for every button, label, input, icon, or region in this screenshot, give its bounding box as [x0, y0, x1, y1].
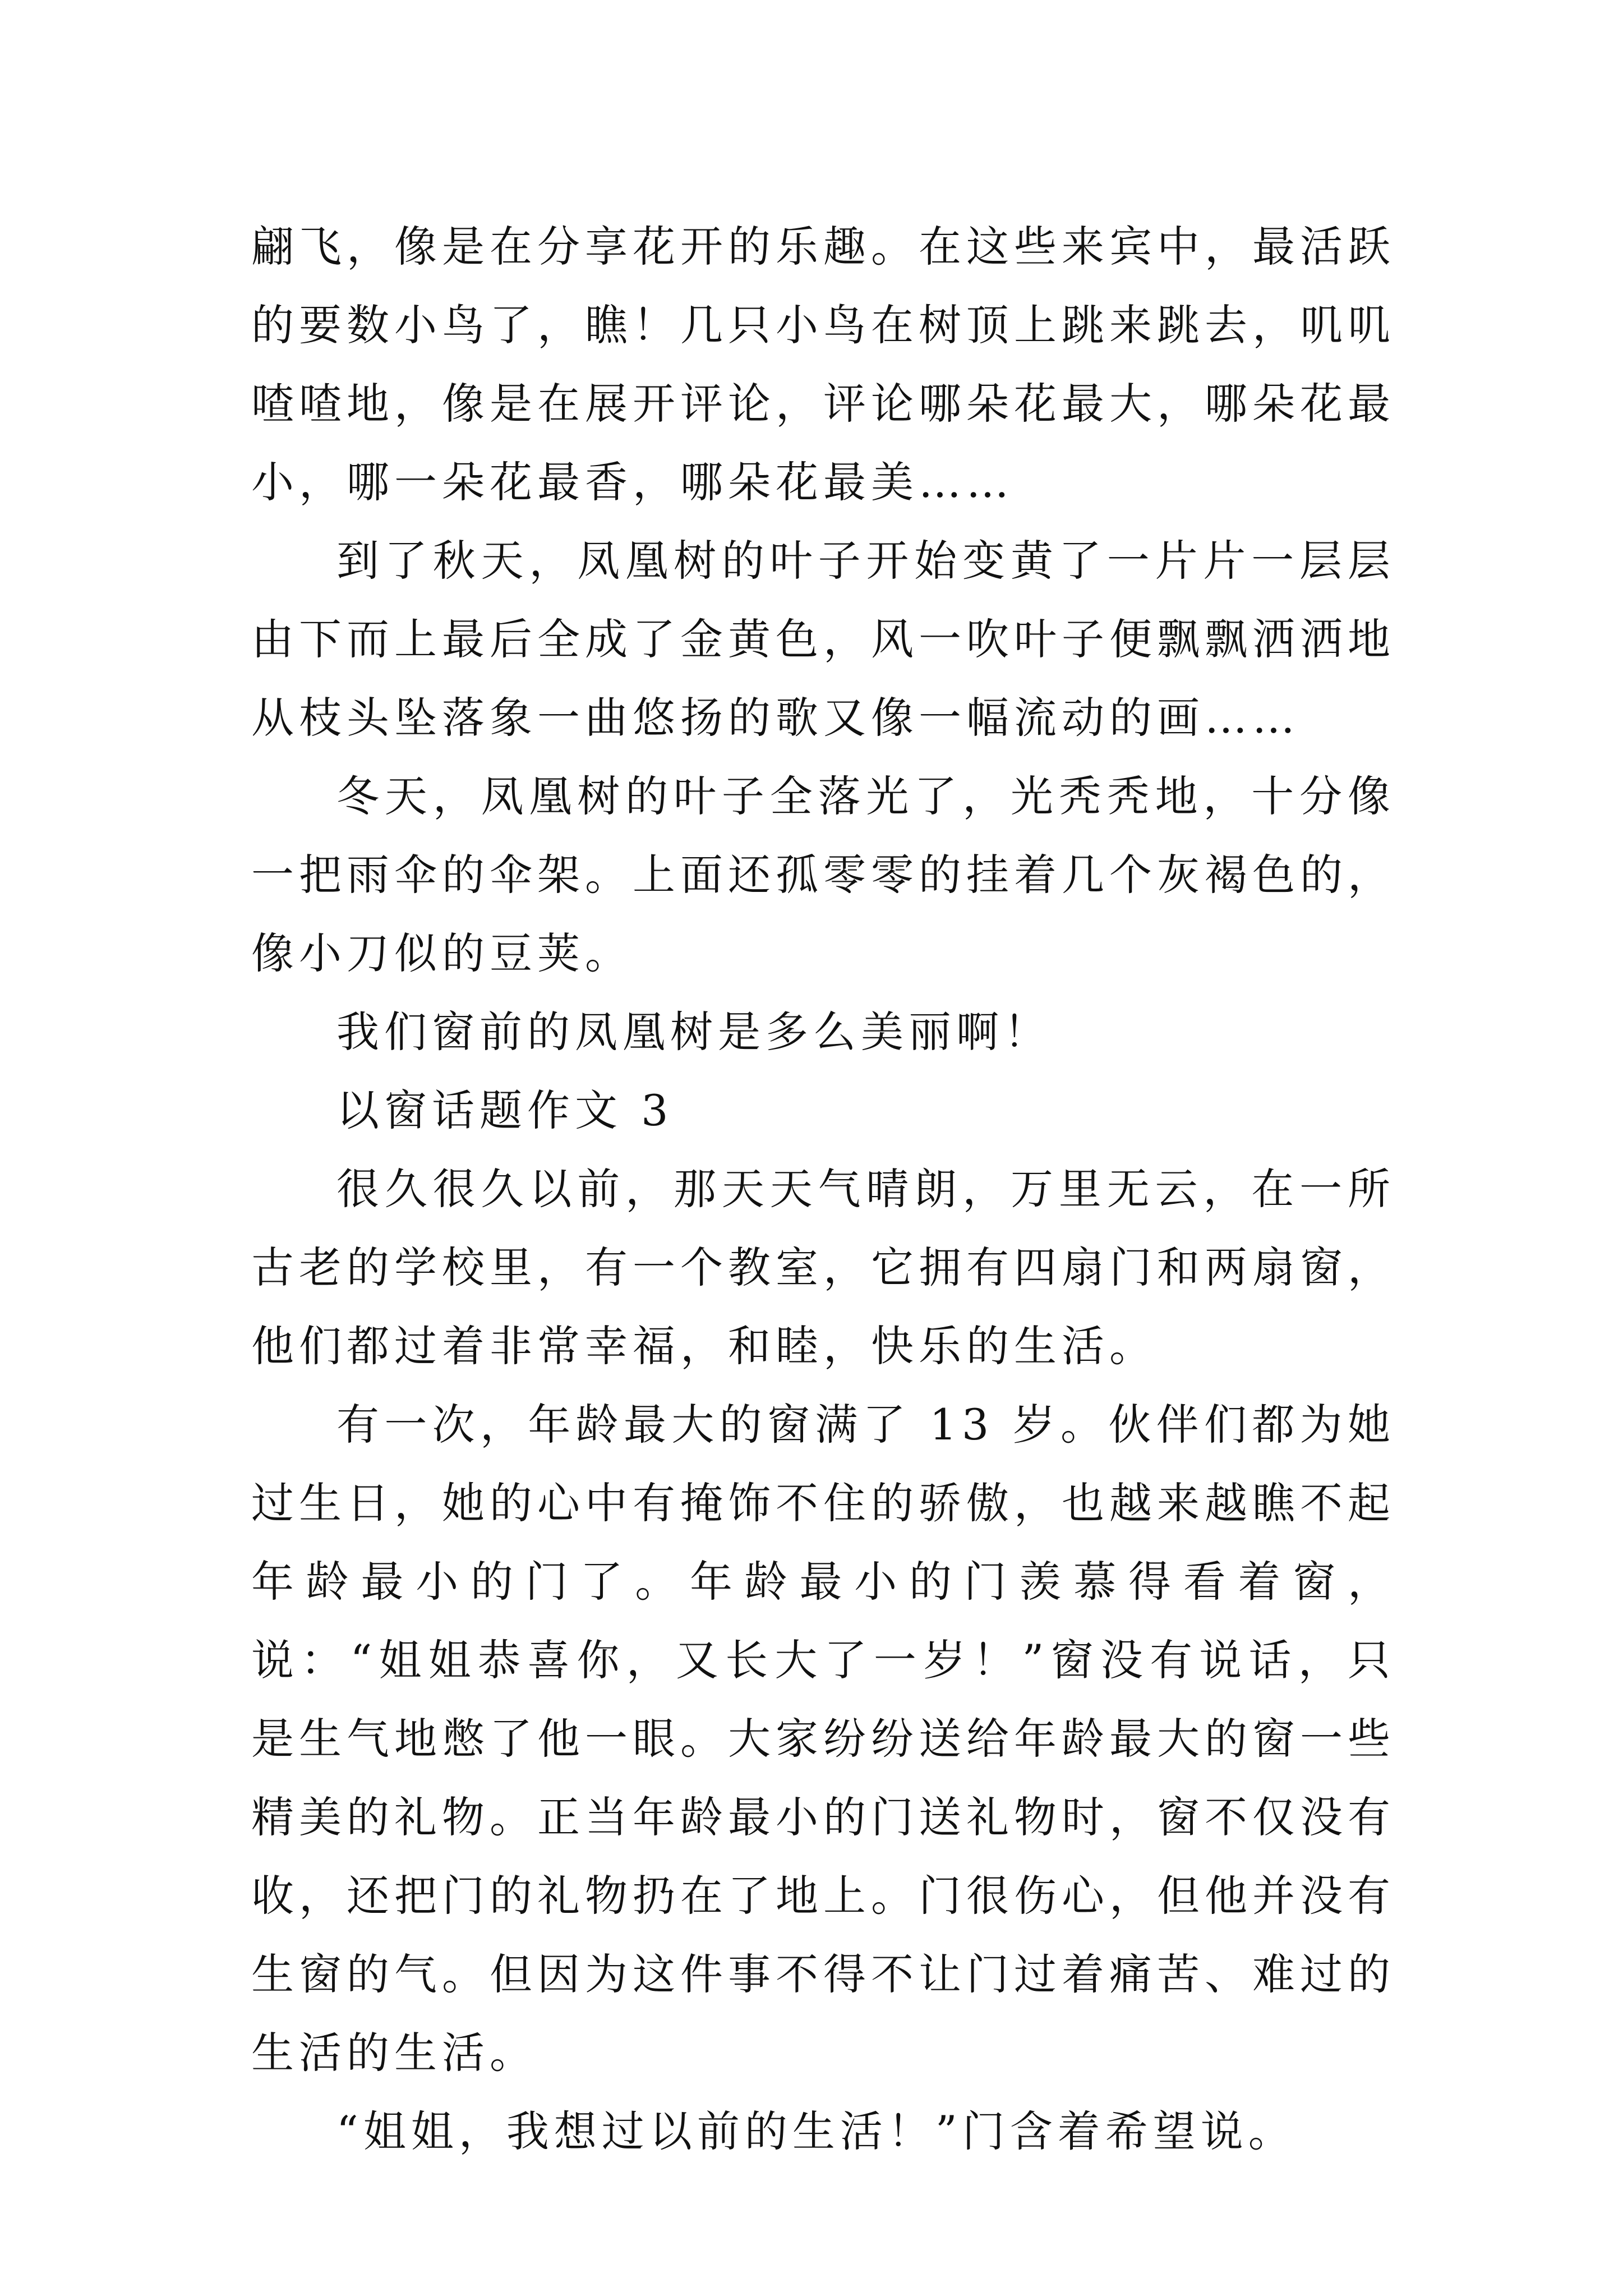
paragraph-story-birthday: 有一次，年龄最大的窗满了 13 岁。伙伴们都为她过生日，她的心中有掩饰不住的骄傲，也越来越瞧不起年龄最小的门了。年龄最小的门羡慕得看着窗，说：“姐姐恭喜你，又长大了一岁！”窗没有说话，只是生气地憋了他一眼。大家纷纷送给年龄最大的窗一些精美的礼物。正当年龄最小的门送礼物时，窗不仅没有收，还把门的礼物扔在了地上。门很伤心，但他并没有生窗的气。但因为这件事不得不让门过着痛苦、难过的生活的生活。: [251, 1400, 1395, 2078]
paragraph-continuation: 翩飞，像是在分享花开的乐趣。在这些来宾中，最活跃的要数小鸟了，瞧！几只小鸟在树顶上跳来跳去，叽叽喳喳地，像是在展开评论，评论哪朵花最大，哪朵花最小，哪一朵花最香，哪朵花最美……: [251, 222, 1395, 507]
essay-text: [251, 208, 1395, 2171]
paragraph-winter: 冬天，凤凰树的叶子全落光了，光秃秃地，十分像一把雨伞的伞架。上面还孤零零的挂着几个灰褐色的，像小刀似的豆荚。: [251, 771, 1395, 978]
essay-heading: 以窗话题作文 3: [336, 1085, 674, 1135]
paragraph-story-dialogue: “姐姐，我想过以前的生活！”门含着希望说。: [336, 2106, 1296, 2156]
paragraph-story-intro: 很久很久以前，那天天气晴朗，万里无云，在一所古老的学校里，有一个教室，它拥有四扇门和两扇窗，他们都过着非常幸福，和睦，快乐的生活。: [251, 1164, 1395, 1371]
paragraph-conclusion: 我们窗前的凤凰树是多么美丽啊！: [336, 1007, 1052, 1057]
paragraph-autumn: 到了秋天，凤凰树的叶子开始变黄了一片片一层层由下而上最后全成了金黄色，风一吹叶子便飘飘洒洒地从枝头坠落象一曲悠扬的歌又像一幅流动的画……: [251, 536, 1395, 743]
